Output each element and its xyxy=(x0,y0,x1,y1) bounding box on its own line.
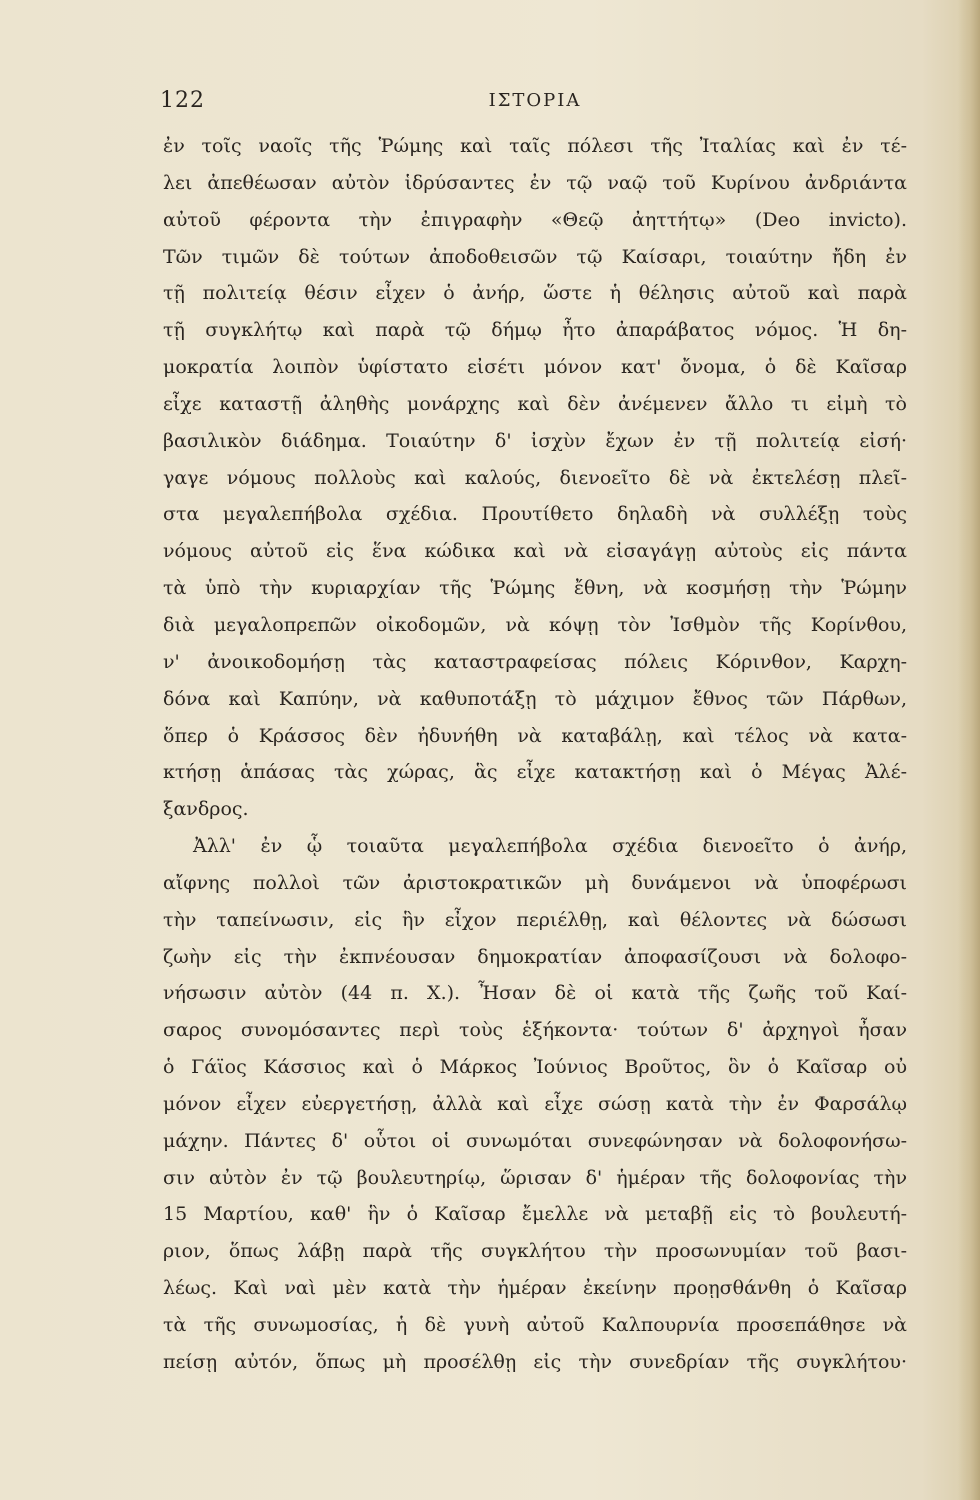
text-line: κτήσῃ ἁπάσας τὰς χώρας, ἃς εἶχε κατακτήσῃ καὶ ὁ Μέγας Ἀλέ- xyxy=(163,761,907,784)
body-text xyxy=(163,128,907,1381)
text-line: στα μεγαλεπήβολα σχέδια. Προυτίθετο δηλαδὴ νὰ συλλέξῃ τοὺς xyxy=(163,503,907,526)
text-line: ἐν τοῖς ναοῖς τῆς Ῥώμης καὶ ταῖς πόλεσι τῆς Ἰταλίας καὶ ἐν τέ- xyxy=(163,135,907,157)
text-line: ὁ Γάϊος Κάσσιος καὶ ὁ Μάρκος Ἰούνιος Βροῦτος, ὃν ὁ Καῖσαρ οὐ xyxy=(163,1056,907,1079)
text-line: τὰ ὑπὸ τὴν κυριαρχίαν τῆς Ῥώμης ἔθνη, νὰ κοσμήσῃ τὴν Ῥώμην xyxy=(163,577,907,600)
text-line: γαγε νόμους πολλοὺς καὶ καλούς, διενοεῖτο δὲ νὰ ἐκτελέσῃ πλεῖ- xyxy=(163,466,907,489)
text-line: λει ἀπεθέωσαν αὐτὸν ἱδρύσαντες ἐν τῷ ναῷ τοῦ Κυρίνου ἀνδριάντα xyxy=(163,171,907,194)
text-line: σιν αὐτὸν ἐν τῷ βουλευτηρίῳ, ὥρισαν δ' ἡμέραν τῆς δολοφονίας τὴν xyxy=(163,1166,907,1189)
page-number: 122 xyxy=(160,88,205,113)
text-line: μάχην. Πάντες δ' οὗτοι οἱ συνωμόται συνεφώνησαν νὰ δολοφονήσω- xyxy=(163,1129,907,1152)
text-line: Τῶν τιμῶν δὲ τούτων ἀποδοθεισῶν τῷ Καίσαρι, τοιαύτην ἤδη ἐν xyxy=(163,245,907,268)
text-line: νήσωσιν αὐτὸν (44 π. Χ.). Ἦσαν δὲ οἱ κατὰ τῆς ζωῆς τοῦ Καί- xyxy=(163,982,907,1005)
text-line: τῇ συγκλήτῳ καὶ παρὰ τῷ δήμῳ ἦτο ἀπαράβατος νόμος. Ἡ δη- xyxy=(163,319,907,342)
text-line: τὰ τῆς συνωμοσίας, ἡ δὲ γυνὴ αὐτοῦ Καλπουρνία προσεπάθησε νὰ xyxy=(163,1314,907,1336)
text-line: ξανδρος. xyxy=(163,798,249,821)
text-line: ὅπερ ὁ Κράσσος δὲν ἠδυνήθη νὰ καταβάλῃ, καὶ τέλος νὰ κατα- xyxy=(163,724,907,747)
text-line: νόμους αὐτοῦ εἰς ἕνα κώδικα καὶ νὰ εἰσαγάγῃ αὐτοὺς εἰς πάντα xyxy=(163,540,907,563)
text-line: ριον, ὅπως λάβῃ παρὰ τῆς συγκλήτου τὴν προσωνυμίαν τοῦ βασι- xyxy=(163,1240,907,1263)
text-line: διὰ μεγαλοπρεπῶν οἰκοδομῶν, νὰ κόψῃ τὸν Ἰσθμὸν τῆς Κορίνθου, xyxy=(163,613,907,636)
text-line: μοκρατία λοιπὸν ὑφίστατο εἰσέτι μόνον κατ' ὄνομα, ὁ δὲ Καῖσαρ xyxy=(163,356,907,379)
text-line: τῇ πολιτείᾳ θέσιν εἶχεν ὁ ἀνήρ, ὥστε ἡ θέλησις αὐτοῦ καὶ παρὰ xyxy=(163,282,907,305)
page-edge xyxy=(958,0,980,1500)
text-line: Ἀλλ' ἐν ᾧ τοιαῦτα μεγαλεπήβολα σχέδια διενοεῖτο ὁ ἀνήρ, xyxy=(193,835,907,858)
page-header xyxy=(160,88,910,118)
text-line: ν' ἀνοικοδομήσῃ τὰς καταστραφείσας πόλεις Κόρινθον, Καρχη- xyxy=(163,650,907,673)
text-line: μόνον εἶχεν εὐεργετήσῃ, ἀλλὰ καὶ εἶχε σώσῃ κατὰ τὴν ἐν Φαρσάλῳ xyxy=(163,1092,907,1115)
text-line: λέως. Καὶ ναὶ μὲν κατὰ τὴν ἡμέραν ἐκείνην προῃσθάνθη ὁ Καῖσαρ xyxy=(163,1277,907,1300)
text-line: 15 Μαρτίου, καθ' ἣν ὁ Καῖσαρ ἔμελλε νὰ μεταβῇ εἰς τὸ βουλευτή- xyxy=(163,1203,907,1226)
text-line: τὴν ταπείνωσιν, εἰς ἣν εἶχον περιέλθῃ, καὶ θέλοντες νὰ δώσωσι xyxy=(163,908,907,931)
text-line: εἶχε καταστῇ ἀληθὴς μονάρχης καὶ δὲν ἀνέμενεν ἄλλο τι εἰμὴ τὸ xyxy=(163,392,907,415)
text-line: αἴφνης πολλοὶ τῶν ἀριστοκρατικῶν μὴ δυνάμενοι νὰ ὑποφέρωσι xyxy=(163,871,907,894)
text-line: σαρος συνομόσαντες περὶ τοὺς ἑξήκοντα· τούτων δ' ἀρχηγοὶ ἦσαν xyxy=(163,1019,907,1042)
text-line: δόνα καὶ Καπύην, νὰ καθυποτάξῃ τὸ μάχιμον ἔθνος τῶν Πάρθων, xyxy=(163,687,907,710)
text-line: ζωὴν εἰς τὴν ἐκπνέουσαν δημοκρατίαν ἀποφασίζουσι νὰ δολοφο- xyxy=(163,945,907,968)
text-line: πείσῃ αὐτόν, ὅπως μὴ προσέλθῃ εἰς τὴν συνεδρίαν τῆς συγκλήτου· xyxy=(163,1350,907,1373)
text-line: αὐτοῦ φέροντα τὴν ἐπιγραφὴν «Θεῷ ἀηττήτῳ» (Deo invicto). xyxy=(163,208,907,231)
text-line: βασιλικὸν διάδημα. Τοιαύτην δ' ἰσχὺν ἔχων ἐν τῇ πολιτείᾳ εἰσή· xyxy=(163,429,907,452)
running-head: ΙΣΤΟΡΙΑ xyxy=(488,90,582,111)
